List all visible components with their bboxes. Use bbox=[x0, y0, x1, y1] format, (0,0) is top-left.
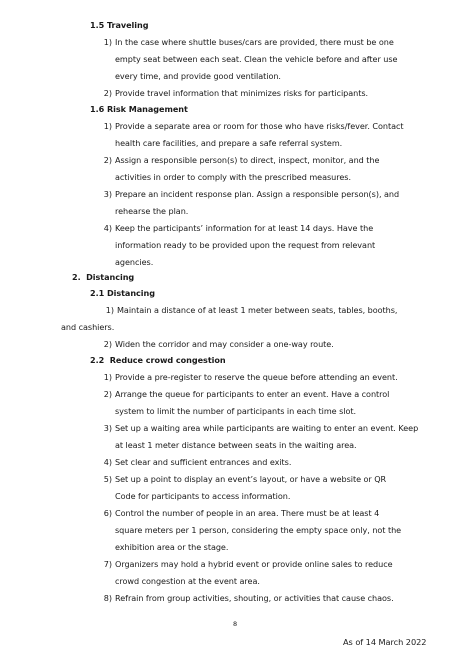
list-item-text: crowd congestion at the event area. bbox=[115, 576, 260, 586]
list-item-text: Code for participants to access information. bbox=[115, 491, 291, 501]
list-item-text: and cashiers. bbox=[61, 322, 115, 332]
list-item-text: Set clear and sufficient entrances and exits. bbox=[115, 457, 292, 467]
list-item-text: Set up a point to display an event’s layout, or have a website or QR bbox=[115, 474, 387, 484]
list-number: 2) bbox=[103, 389, 112, 399]
list-item-text: Keep the participants’ information for at least 14 days. Have the bbox=[115, 223, 374, 233]
list-number: 3) bbox=[103, 189, 112, 199]
list-item-text: activities in order to comply with the prescribed measures. bbox=[115, 172, 351, 182]
list-number: 2) bbox=[103, 155, 112, 165]
list-item-text: Widen the corridor and may consider a one-way route. bbox=[115, 339, 334, 349]
list-item-text: health care facilities, and prepare a safe referral system. bbox=[115, 138, 343, 148]
list-number: 4) bbox=[103, 223, 112, 233]
list-item-text: agencies. bbox=[115, 257, 154, 267]
list-number: 5) bbox=[103, 474, 112, 484]
list-item-text: Assign a responsible person(s) to direct, inspect, monitor, and the bbox=[115, 155, 380, 165]
list-number: 1) bbox=[105, 305, 114, 315]
list-number: 4) bbox=[103, 457, 112, 467]
subsection-heading-distancing: 2.1 Distancing bbox=[90, 288, 155, 298]
list-item-text: Provide a pre-register to reserve the queue before attending an event. bbox=[115, 372, 398, 382]
list-item-text: Refrain from group activities, shouting, or activities that cause chaos. bbox=[115, 593, 394, 603]
list-number: 3) bbox=[103, 423, 112, 433]
list-number: 1) bbox=[103, 37, 112, 47]
date-footer: As of 14 March 2022 bbox=[343, 637, 427, 647]
section-heading-distancing: 2. Distancing bbox=[72, 272, 135, 282]
list-item-text: Prepare an incident response plan. Assign a responsible person(s), and bbox=[115, 189, 400, 199]
list-number: 8) bbox=[103, 593, 112, 603]
list-item-text: In the case where shuttle buses/cars are provided, there must be one bbox=[115, 37, 394, 47]
list-item-text: Organizers may hold a hybrid event or provide online sales to reduce bbox=[115, 559, 393, 569]
list-number: 1) bbox=[103, 121, 112, 131]
list-item-text: system to limit the number of participants in each time slot. bbox=[115, 406, 357, 416]
list-item-text: information ready to be provided upon the request from relevant bbox=[115, 240, 376, 250]
list-item-text: every time, and provide good ventilation. bbox=[115, 71, 281, 81]
list-item-text: rehearse the plan. bbox=[115, 206, 189, 216]
list-item-text: empty seat between each seat. Clean the vehicle before and after use bbox=[115, 54, 398, 64]
list-number: 6) bbox=[103, 508, 112, 518]
list-item-text: Control the number of people in an area. There must be at least 4 bbox=[115, 508, 380, 518]
list-item-text: Arrange the queue for participants to enter an event. Have a control bbox=[115, 389, 390, 399]
list-number: 7) bbox=[103, 559, 112, 569]
list-item-text: at least 1 meter distance between seats in the waiting area. bbox=[115, 440, 357, 450]
section-heading-traveling: 1.5 Traveling bbox=[90, 20, 149, 30]
list-item-text: Maintain a distance of at least 1 meter between seats, tables, booths, bbox=[117, 305, 398, 315]
subsection-heading-crowd-congestion: 2.2 Reduce crowd congestion bbox=[90, 355, 226, 365]
list-item-text: square meters per 1 person, considering the empty space only, not the bbox=[115, 525, 402, 535]
section-heading-risk-management: 1.6 Risk Management bbox=[90, 104, 188, 114]
list-item-text: exhibition area or the stage. bbox=[115, 542, 229, 552]
page-number: 8 bbox=[232, 620, 238, 628]
list-number: 2) bbox=[103, 88, 112, 98]
list-item-text: Set up a waiting area while participants are waiting to enter an event. Keep bbox=[115, 423, 419, 433]
list-item-text: Provide travel information that minimizes risks for participants. bbox=[115, 88, 369, 98]
list-item-text: Provide a separate area or room for those who have risks/fever. Contact bbox=[115, 121, 404, 131]
list-number: 2) bbox=[103, 339, 112, 349]
list-number: 1) bbox=[103, 372, 112, 382]
